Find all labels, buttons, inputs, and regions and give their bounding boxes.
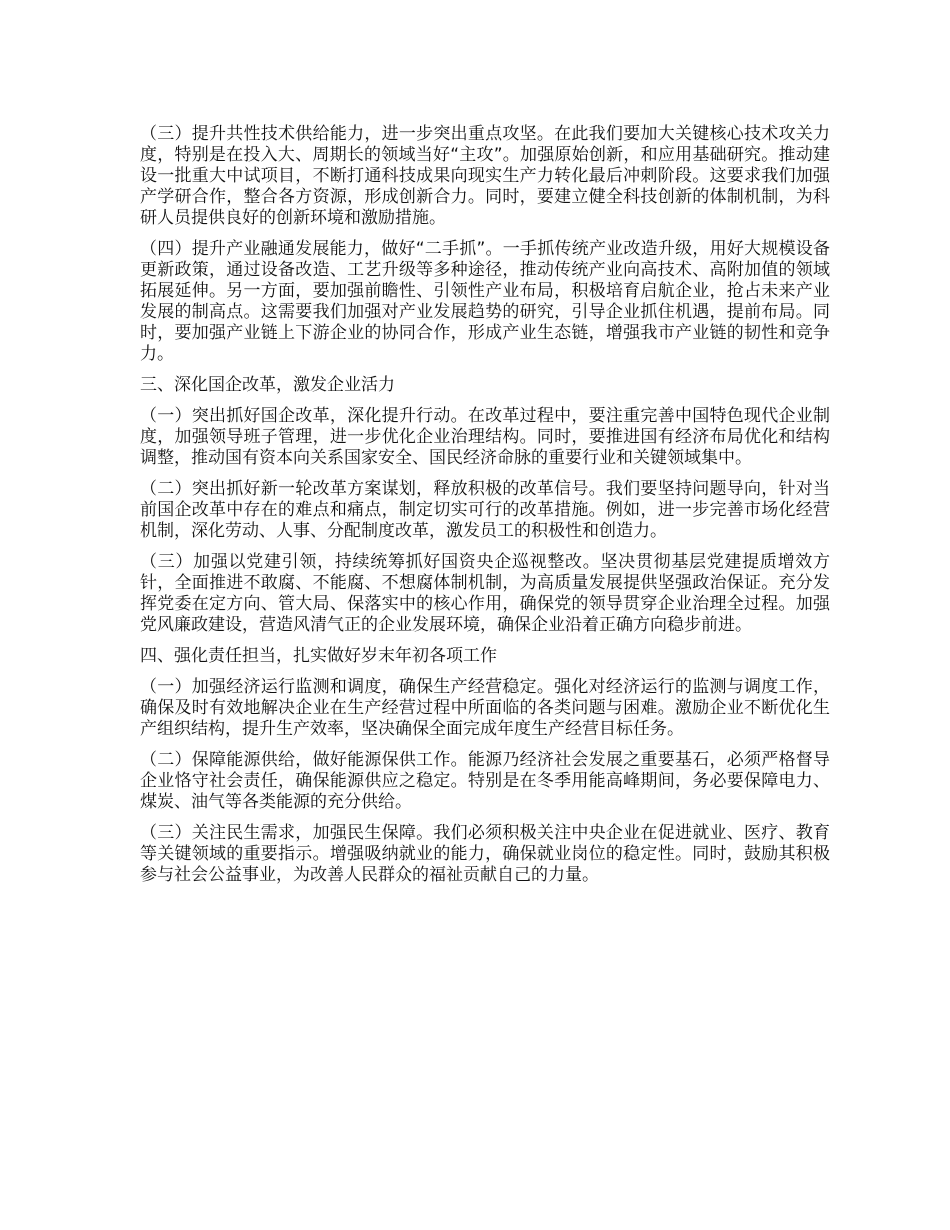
paragraph-soe-reform-2: （二）突出抓好新一轮改革方案谋划，释放积极的改革信号。我们要坚持问题导向，针对当前国企改革中存在的难点和痛点，制定切实可行的改革措施。例如，进一步完善市场化经营机制，深化劳动、人事、分配制度改革，激发员工的积极性和创造力。 [140, 479, 830, 541]
paragraph-3-3-common-technology: （三）提升共性技术供给能力，进一步突出重点攻坚。在此我们要加大关键核心技术攻关力度，特别是在投入大、周期长的领域当好“主攻”。加强原始创新，和应用基础研究。推动建设一批重大中试项目，不断打通科技成果向现实生产力转化最后冲刺阶段。这要求我们加强产学研合作，整合各方资源，形成创新合力。同时，要建立健全科技创新的体制机制，为科研人员提供良好的创新环境和激励措施。 [140, 124, 830, 228]
paragraph-soe-reform-3: （三）加强以党建引领，持续统筹抓好国资央企巡视整改。坚决贯彻基层党建提质增效方针，全面推进不敢腐、不能腐、不想腐体制机制，为高质量发展提供坚强政治保证。充分发挥党委在定方向、管大局、保落实中的核心作用，确保党的领导贯穿企业治理全过程。加强党风廉政建设，营造风清气正的企业发展环境，确保企业沿着正确方向稳步前进。 [140, 552, 830, 635]
paragraph-duty-1: （一）加强经济运行监测和调度，确保生产经营稳定。强化对经济运行的监测与调度工作，确保及时有效地解决企业在生产经营过程中所面临的各类问题与困难。激励企业不断优化生产组织结构，提升生产效率，坚决确保全面完成年度生产经营目标任务。 [140, 677, 830, 739]
paragraph-duty-2: （二）保障能源供给，做好能源保供工作。能源乃经济社会发展之重要基石，必须严格督导企业恪守社会责任，确保能源供应之稳定。特别是在冬季用能高峰期间，务必要保障电力、煤炭、油气等各类能源的充分供给。 [140, 750, 830, 812]
section-heading-3: 三、深化国企改革，激发企业活力 [140, 375, 395, 395]
document-page [140, 124, 830, 896]
section-heading-4: 四、强化责任担当，扎实做好岁末年初各项工作 [140, 646, 497, 666]
paragraph-duty-3: （三）关注民生需求，加强民生保障。我们必须积极关注中央企业在促进就业、医疗、教育等关键领域的重要指示。增强吸纳就业的能力，确保就业岗位的稳定性。同时，鼓励其积极参与社会公益事业，为改善人民群众的福祉贡献自己的力量。 [140, 823, 830, 885]
paragraph-soe-reform-1: （一）突出抓好国企改革，深化提升行动。在改革过程中，要注重完善中国特色现代企业制度，加强领导班子管理，进一步优化企业治理结构。同时，要推进国有经济布局优化和结构调整，推动国有资本向关系国家安全、国民经济命脉的重要行业和关键领域集中。 [140, 406, 830, 468]
paragraph-3-4-industry-integration: （四）提升产业融通发展能力，做好“二手抓”。一手抓传统产业改造升级，用好大规模设备更新政策，通过设备改造、工艺升级等多种途径，推动传统产业向高技术、高附加值的领域拓展延伸。另一方面，要加强前瞻性、引领性产业布局，积极培育启航企业，抢占未来产业发展的制高点。这需要我们加强对产业发展趋势的研究，引导企业抓住机遇，提前布局。同时，要加强产业链上下游企业的协同合作，形成产业生态链，增强我市产业链的韧性和竞争力。 [140, 239, 830, 364]
